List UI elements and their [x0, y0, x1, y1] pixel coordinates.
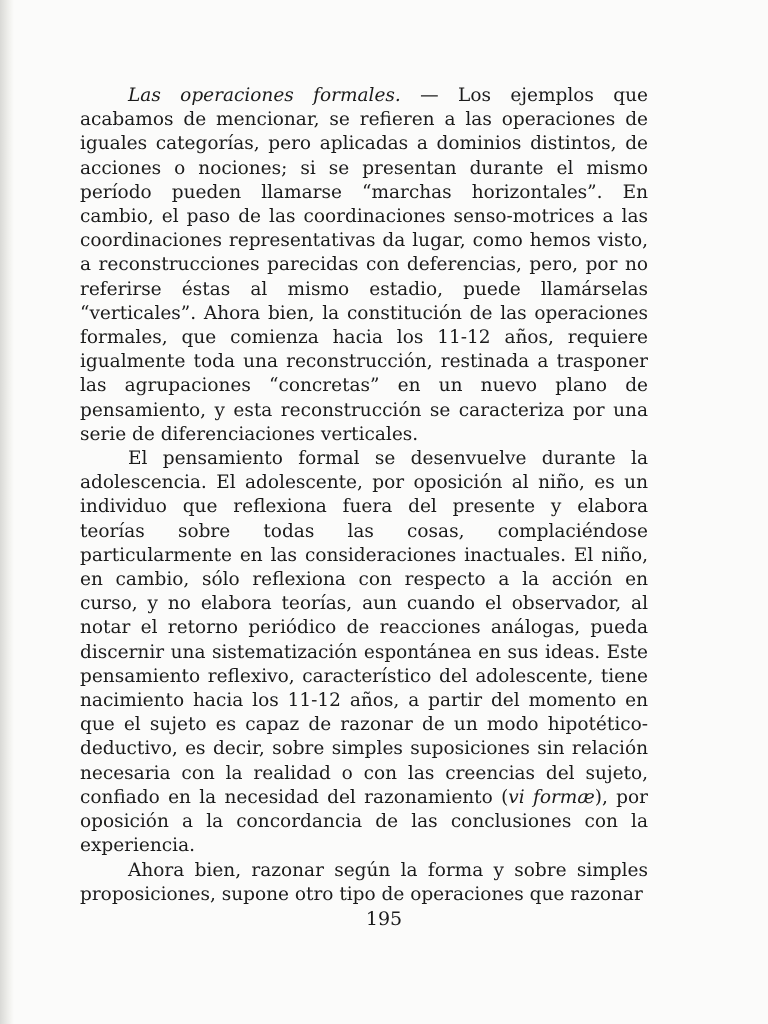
- binding-gutter-shadow: [0, 0, 14, 1024]
- paragraph-3: Ahora bien, razonar según la forma y sobre simples proposiciones, supone otro tipo de operaciones que razonar: [80, 859, 648, 905]
- body-text: [80, 84, 648, 907]
- paragraph-2-text-end: ), por oposición a la concordancia de las conclusiones con la experiencia.: [80, 786, 648, 857]
- latin-phrase: vi formæ: [508, 786, 595, 808]
- page-number: 195: [365, 908, 403, 930]
- section-title: Las operaciones formales.: [128, 85, 401, 106]
- paragraph-1-text: — Los ejemplos que acabamos de mencionar, se refieren a las operaciones de iguales categorías, pero aplicadas a dominios distintos, de acciones o nociones; si se presentan durante el mismo período pueden llamarse “marchas horizontales”. En cambio, el paso de las coordinaciones senso-motrices a las coordinaciones representativas da lugar, como hemos visto, a reconstrucciones parecidas con deferencias, pero, por no referirse éstas al mismo estadio, puede llamárselas “verticales”. Ahora bien, la constitución de las operaciones formales, que comienza hacia los 11-12 años, requiere igualmente toda una reconstrucción, restinada a trasponer las agrupaciones “concretas” en un nuevo plano de pensamiento, y esta reconstrucción se caracteriza por una serie de diferenciaciones verticales.: [80, 85, 648, 445]
- paragraph-1: [80, 84, 648, 447]
- paragraph-2: [80, 447, 648, 858]
- paragraph-2-text-start: El pensamiento formal se desenvuelve durante la adolescencia. El adolescente, por oposición al niño, es un individuo que reflexiona fuera del presente y elabora teorías sobre todas las cosas, complaciéndose particularmente en las consideraciones inactuales. El niño, en cambio, sólo reflexiona con respecto a la acción en curso, y no elabora teorías, aun cuando el observador, al notar el retorno periódico de reacciones análogas, pueda discernir una sistematización espontánea en sus ideas. Este pensamiento reflexivo, característico del adolescente, tiene nacimiento hacia los 11-12 años, a partir del momento en que el sujeto es capaz de razonar de un modo hipotético-deductivo, es decir, sobre simples suposiciones sin relación necesaria con la realidad o con las creencias del sujeto, confiado en la necesidad del razonamiento (: [80, 448, 648, 808]
